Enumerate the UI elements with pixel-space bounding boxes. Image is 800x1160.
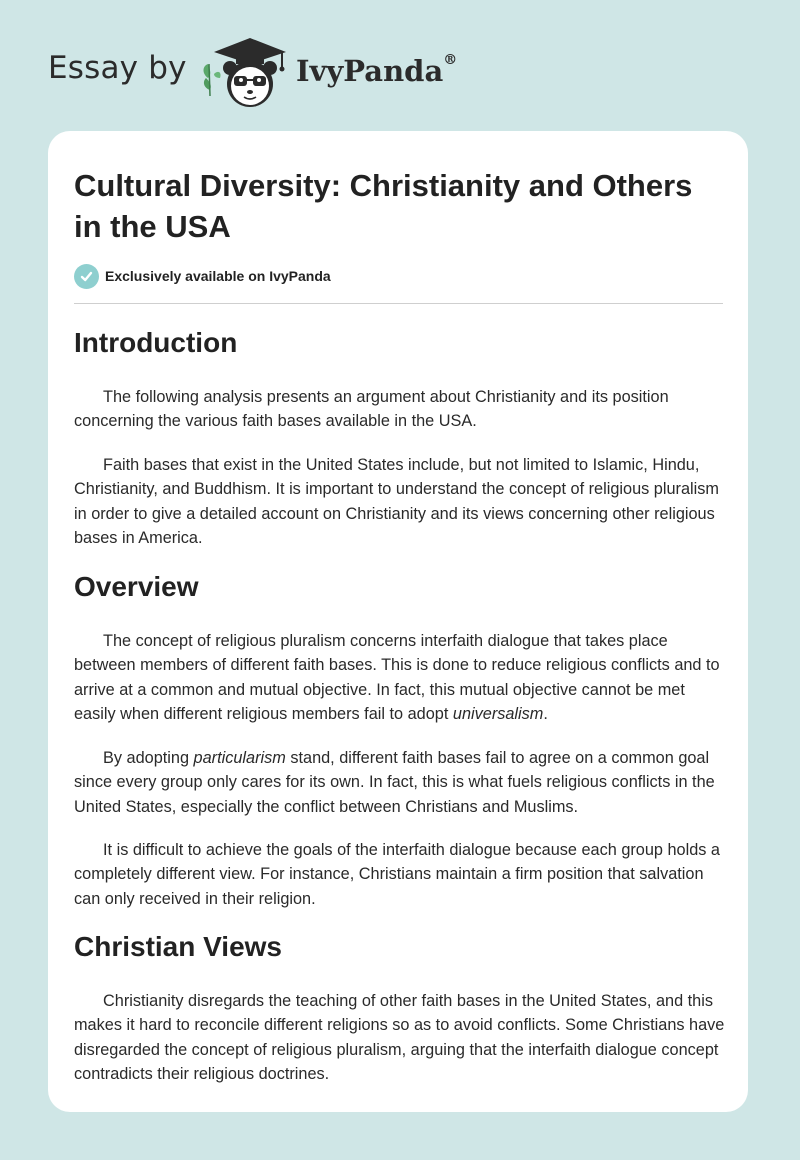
paragraph xyxy=(74,629,726,726)
brand-text: IvyPanda xyxy=(296,54,444,88)
site-header xyxy=(0,0,800,125)
essay-title: Cultural Diversity: Christianity and Others in the USA xyxy=(74,168,693,244)
section-heading-introduction: Introduction xyxy=(74,327,238,358)
paragraph xyxy=(74,746,726,819)
exclusive-badge xyxy=(74,263,331,289)
emphasis-text: universalism xyxy=(452,704,544,723)
section-heading-overview: Overview xyxy=(74,571,199,602)
paragraph-text: By adopting xyxy=(103,749,194,767)
divider xyxy=(74,303,723,304)
paragraph: Christianity disregards the teaching of other faith bases in the United States, and this makes it hard to reconcile different religions so as to avoid conflicts. Some Christians have disregarded the concept of religious pluralism, arguing that the interfaith dialogue concept contradicts their religious doctrines. xyxy=(74,992,725,1083)
paragraph: It is difficult to achieve the goals of the interfaith dialogue because each group holds a completely different view. For instance, Christians maintain a firm position that salvation can only received in their religion. xyxy=(74,841,720,908)
brand-name[interactable] xyxy=(296,54,457,88)
essay-card xyxy=(48,131,748,1112)
paragraph-text: stand, different faith bases fail to agree on a common goal since every group only cares for its own. In fact, this is what fuels religious conflicts in the United States, especially the conflict between Christians and Muslims. xyxy=(74,749,715,816)
emphasis-text: particularism xyxy=(193,749,286,767)
exclusive-badge-label: Exclusively available on IvyPanda xyxy=(105,268,331,284)
checkmark-icon xyxy=(74,264,99,289)
paragraph-text: The concept of religious pluralism concerns interfaith dialogue that takes place between members of different faith bases. This is done to reduce religious conflicts and to arrive at a common and mutual objective. In fact, this mutual objective cannot be met easily when different religious members fail to adopt xyxy=(74,632,720,723)
paragraph-text: . xyxy=(543,704,548,723)
paragraph: The following analysis presents an argument about Christianity and its position concerning the various faith bases available in the USA. xyxy=(74,388,669,431)
registered-mark: ® xyxy=(443,52,458,68)
essay-by-label: Essay by xyxy=(48,50,187,86)
section-heading-christian-views: Christian Views xyxy=(74,931,283,962)
paragraph: Faith bases that exist in the United States include, but not limited to Islamic, Hindu, Christianity, and Buddhism. It is important to understand the concept of religious pluralism in order to give a detailed account on Christianity and its views concerning other religious bases in America. xyxy=(74,456,719,547)
ivypanda-logo-icon[interactable] xyxy=(198,34,294,110)
